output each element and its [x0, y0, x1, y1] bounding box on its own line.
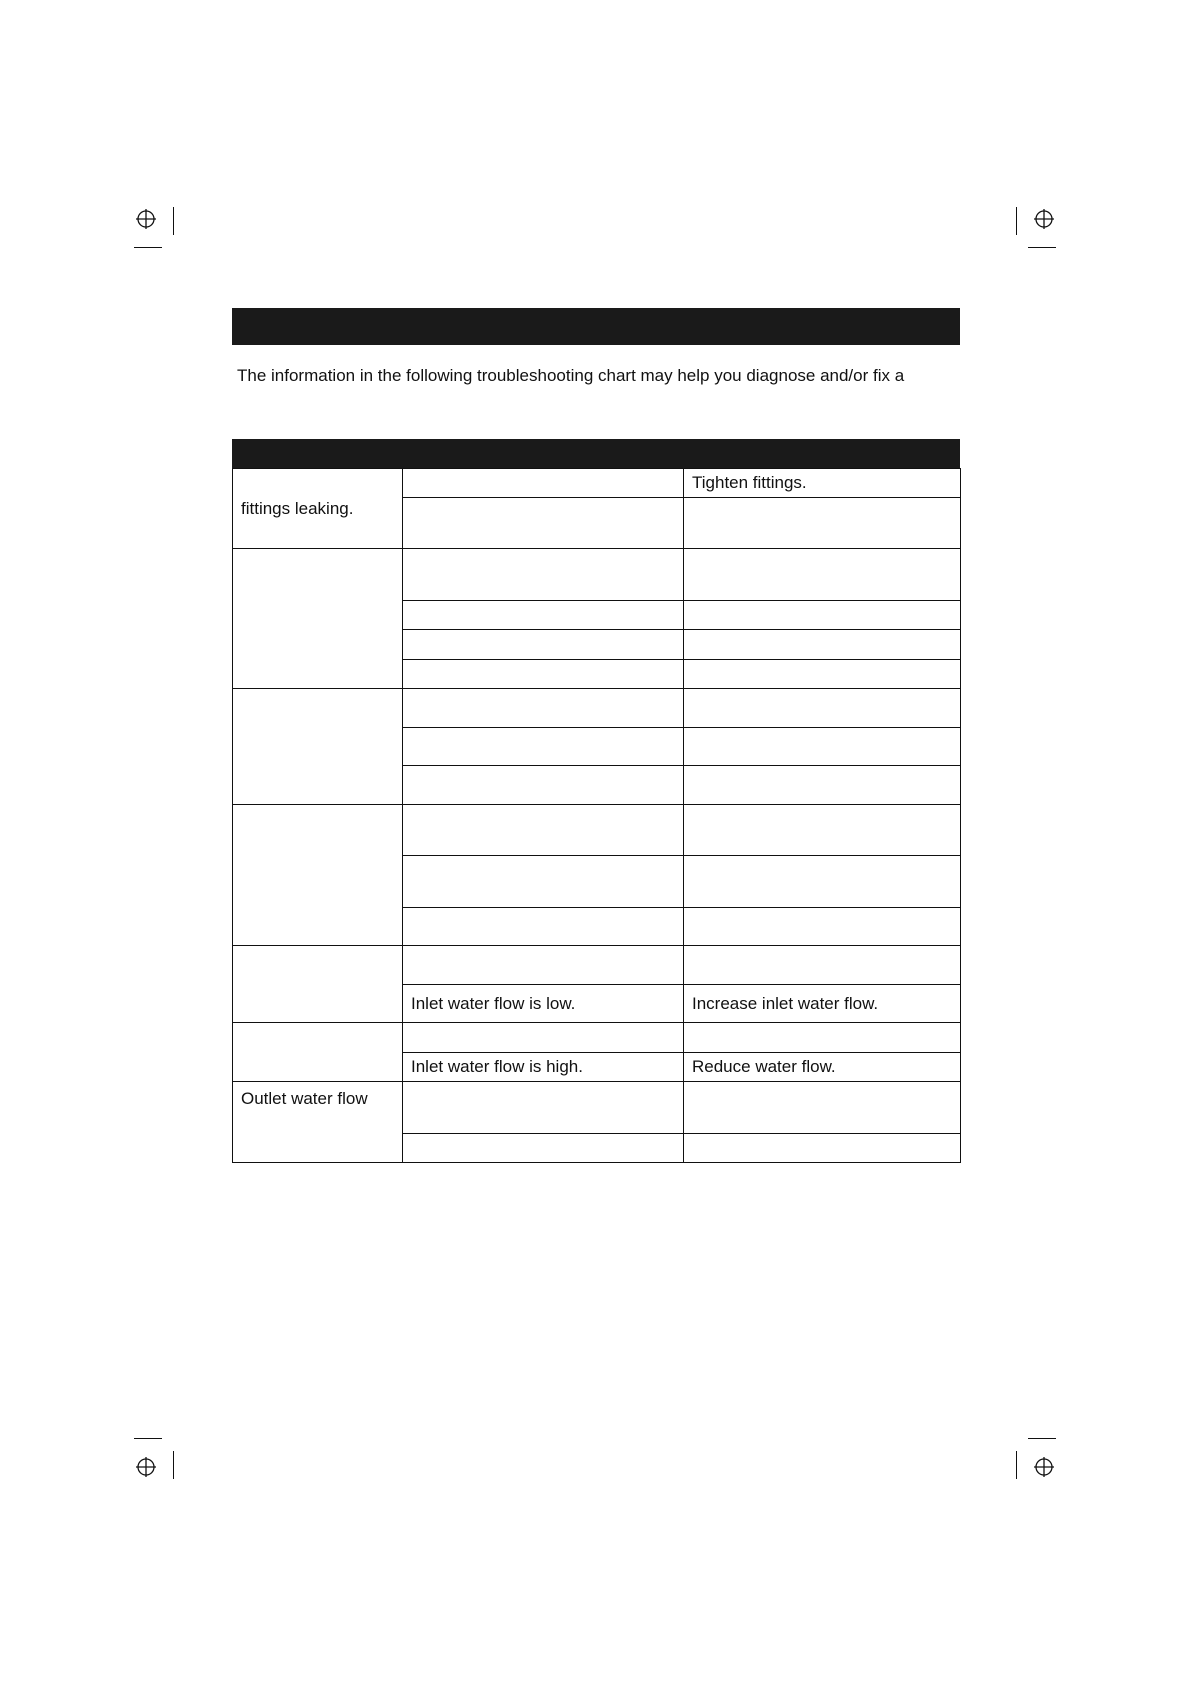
problem-cell — [233, 805, 403, 946]
crop-mark — [1028, 247, 1056, 248]
table-row — [233, 549, 961, 601]
table-row — [233, 689, 961, 728]
cause-cell — [403, 689, 684, 728]
solution-cell — [684, 728, 961, 766]
solution-cell — [684, 805, 961, 856]
solution-cell — [684, 689, 961, 728]
solution-cell — [684, 908, 961, 946]
solution-cell: Increase inlet water flow. — [684, 985, 961, 1023]
table-row — [233, 805, 961, 856]
solution-cell — [684, 1023, 961, 1053]
solution-cell — [684, 856, 961, 908]
cause-cell — [403, 856, 684, 908]
crop-mark — [134, 1438, 162, 1439]
cause-cell — [403, 728, 684, 766]
solution-cell — [684, 660, 961, 689]
solution-cell — [684, 1082, 961, 1134]
troubleshooting-table — [232, 468, 961, 1163]
solution-cell — [684, 549, 961, 601]
problem-cell — [233, 1023, 403, 1082]
table-row — [233, 1023, 961, 1053]
crop-mark — [1016, 1451, 1017, 1479]
table-row — [233, 469, 961, 498]
cause-cell — [403, 946, 684, 985]
solution-cell — [684, 630, 961, 660]
cause-cell — [403, 601, 684, 630]
cause-cell — [403, 630, 684, 660]
table-row — [233, 946, 961, 985]
crop-mark — [1028, 1438, 1056, 1439]
cause-cell — [403, 1082, 684, 1134]
cause-cell — [403, 1023, 684, 1053]
solution-cell — [684, 1134, 961, 1163]
problem-cell — [233, 549, 403, 689]
solution-cell — [684, 498, 961, 549]
table-row — [233, 1082, 961, 1134]
crop-mark — [173, 207, 174, 235]
cause-cell: Inlet water flow is low. — [403, 985, 684, 1023]
solution-cell: Tighten fittings. — [684, 469, 961, 498]
registration-mark-icon — [1034, 209, 1054, 229]
cause-cell — [403, 549, 684, 601]
cause-cell — [403, 908, 684, 946]
cause-cell — [403, 498, 684, 549]
crop-mark — [173, 1451, 174, 1479]
solution-cell: Reduce water flow. — [684, 1053, 961, 1082]
cause-cell — [403, 766, 684, 805]
problem-cell — [233, 946, 403, 1023]
solution-cell — [684, 766, 961, 805]
intro-paragraph: The information in the following troubleshooting chart may help you diagnose and/or fix a — [237, 366, 905, 385]
problem-cell — [233, 689, 403, 805]
problem-cell: Outlet water flow — [233, 1082, 403, 1163]
registration-mark-icon — [136, 1457, 156, 1477]
cause-cell — [403, 660, 684, 689]
crop-mark — [134, 247, 162, 248]
cause-cell — [403, 1134, 684, 1163]
registration-mark-icon — [1034, 1457, 1054, 1477]
cause-cell — [403, 469, 684, 498]
table-header-bar — [232, 439, 960, 468]
solution-cell — [684, 601, 961, 630]
crop-mark — [1016, 207, 1017, 235]
cause-cell: Inlet water flow is high. — [403, 1053, 684, 1082]
solution-cell — [684, 946, 961, 985]
section-header-bar — [232, 308, 960, 345]
cause-cell — [403, 805, 684, 856]
registration-mark-icon — [136, 209, 156, 229]
problem-cell: fittings leaking. — [233, 469, 403, 549]
